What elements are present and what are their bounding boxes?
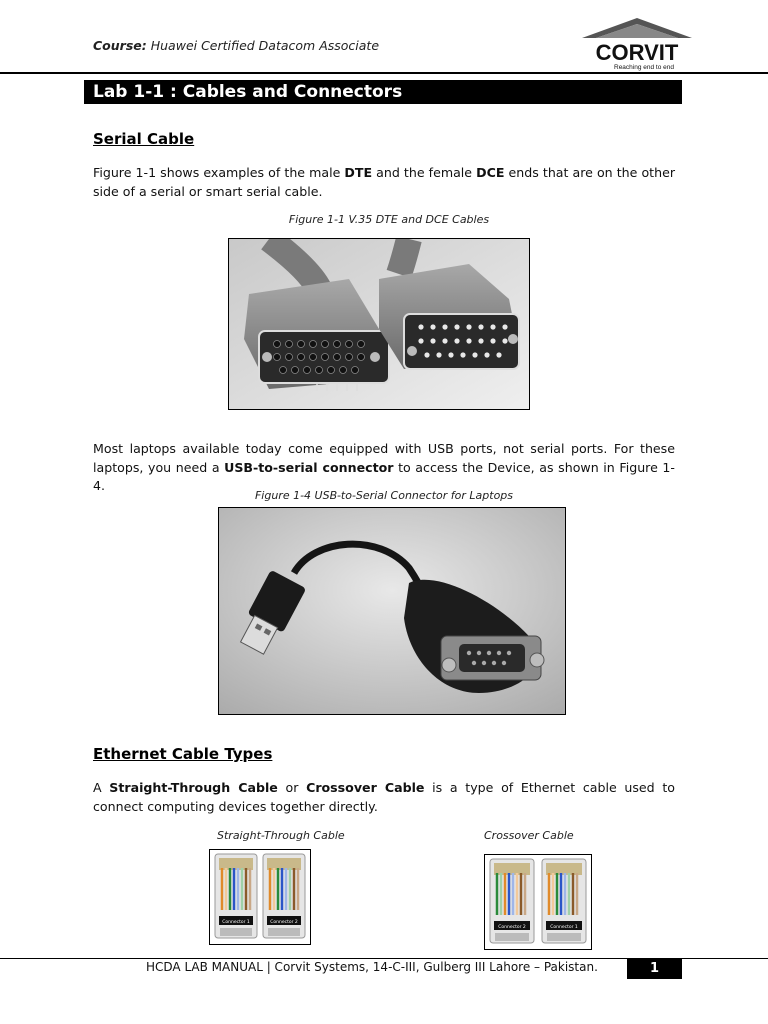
- crossover-caption: Crossover Cable: [484, 829, 574, 842]
- straight-through-image: [209, 849, 311, 945]
- lab-title: Lab 1-1 : Cables and Connectors: [93, 82, 403, 102]
- crossover-connector-1-label: Connector 1: [550, 925, 578, 930]
- crossover-connector-2-label: Connector 2: [498, 925, 526, 930]
- crossover-image: [484, 854, 592, 950]
- logo-text: CORVIT: [595, 40, 679, 65]
- footer-text: HCDA LAB MANUAL | Corvit Systems, 14-C-III, Gulberg III Lahore – Pakistan.: [146, 960, 598, 974]
- figure-1-1-caption: Figure 1-1 V.35 DTE and DCE Cables: [288, 213, 490, 226]
- serial-heading: Serial Cable: [93, 130, 195, 148]
- corvit-logo: [578, 16, 696, 72]
- straight-through-caption: Straight-Through Cable: [217, 829, 345, 842]
- course-name: Huawei Certified Datacom Associate: [150, 38, 380, 53]
- straight-connector-1-label: Connector 1: [222, 920, 250, 925]
- page-number: 1: [649, 961, 660, 976]
- logo-tagline: Reaching end to end: [614, 64, 674, 71]
- ethernet-heading: Ethernet Cable Types: [93, 745, 273, 763]
- straight-connector-2-label: Connector 2: [270, 920, 298, 925]
- figure-1-1-image: [228, 238, 530, 410]
- serial-paragraph-2: Most laptops available today come equipped with USB ports, not serial ports. For these laptops, you need a USB-to-serial connector to access the Device, as shown in Figure 1-4.: [93, 441, 675, 493]
- ethernet-paragraph: A Straight-Through Cable or Crossover Cable is a type of Ethernet cable used to connect computing devices together directly.: [93, 780, 675, 814]
- figure-1-4-caption: Figure 1-4 USB-to-Serial Connector for Laptops: [254, 489, 514, 502]
- header-rule: [0, 72, 768, 74]
- serial-paragraph-1: Figure 1-1 shows examples of the male DTE and the female DCE ends that are on the other side of a serial or smart serial cable.: [93, 165, 675, 199]
- course-line: [93, 38, 379, 53]
- figure-1-4-image: [218, 507, 566, 715]
- course-label: Course:: [93, 38, 147, 53]
